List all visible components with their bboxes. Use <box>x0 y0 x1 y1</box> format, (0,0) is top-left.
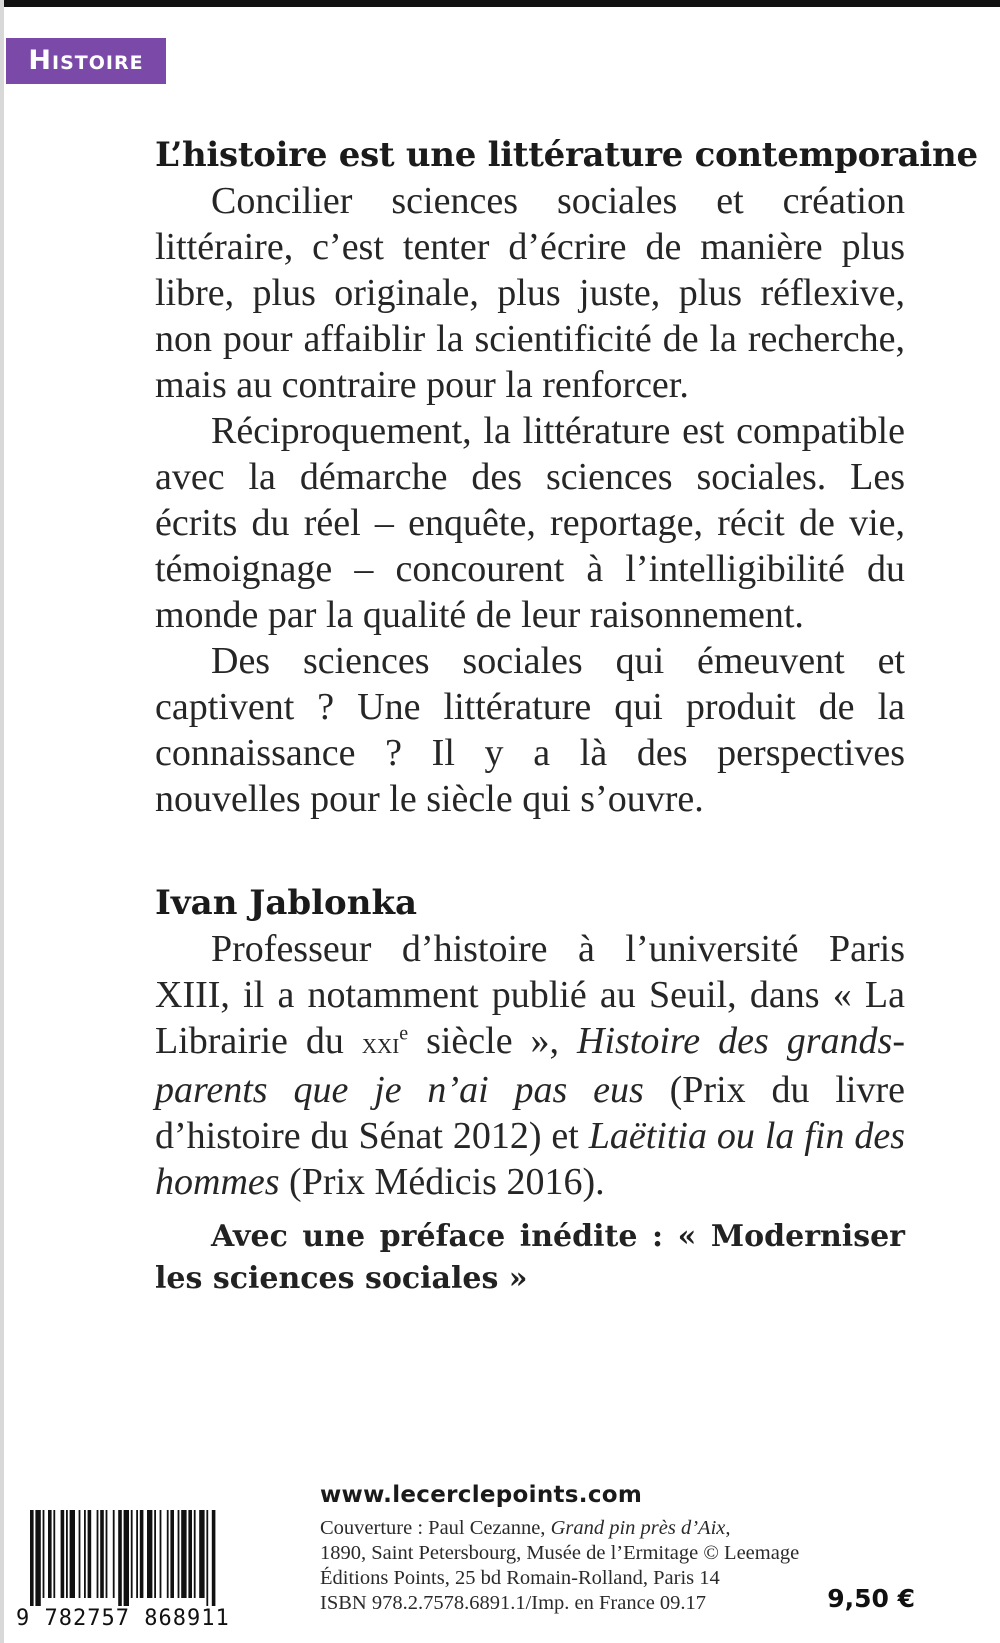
barcode-bar <box>140 1510 144 1598</box>
barcode-bar <box>188 1510 192 1598</box>
barcode-bar <box>53 1510 55 1598</box>
cover-credit-suffix: , <box>725 1517 731 1539</box>
preface-note: Avec une préface inédite : « Moderniser les sciences sociales » <box>155 1219 905 1296</box>
barcode-bar <box>206 1510 208 1606</box>
barcode-bar <box>147 1510 152 1598</box>
barcode-bar <box>167 1510 169 1598</box>
barcode-bar <box>118 1510 122 1606</box>
cover-painting: Grand pin près d’Aix <box>550 1517 726 1539</box>
barcode-bar <box>35 1510 40 1606</box>
barcode-digit-first: 9 <box>16 1606 31 1631</box>
barcode-bar <box>100 1510 104 1598</box>
price: 9,50 € <box>827 1584 915 1613</box>
paragraph-2: Réciproquement, la littérature est compatible avec la démarche des sciences sociales. Les écrits du réel – enquête, reportage, récit de vie, témoignage – concourent à l’intelligibilité du monde par la qualité de leur raisonnement. <box>155 410 905 636</box>
barcode-bar <box>178 1510 180 1598</box>
barcode-bar <box>88 1510 92 1598</box>
publisher-address: Éditions Points, 25 bd Romain-Rolland, Paris 14 <box>320 1567 720 1589</box>
barcode-digits-right: 868911 <box>144 1606 230 1631</box>
barcode-bar <box>106 1510 108 1598</box>
left-edge <box>0 0 4 1643</box>
barcode-bar <box>70 1510 75 1598</box>
cover-credit-line2: 1890, Saint Petersbourg, Musée de l’Ermitage © Leemage <box>320 1542 800 1564</box>
blurb <box>155 132 978 822</box>
publisher-website[interactable]: www.lecerclepoints.com <box>320 1482 643 1508</box>
bio-century: xxi <box>361 1027 400 1060</box>
barcode-bars <box>30 1510 300 1606</box>
credits <box>320 1516 840 1616</box>
barcode-bar <box>124 1510 129 1606</box>
barcode-bar <box>154 1510 156 1598</box>
bio-book-1: Histoire des grands-parents que je n’ai pas eus <box>155 1020 905 1111</box>
paragraph-1: Concilier sciences sociales et création littéraire, c’est tenter d’écrire de manière plus libre, plus originale, plus juste, plus réflexive, non pour affaiblir la scientificité de la recherche, mais au contraire pour la renforcer. <box>155 180 905 406</box>
barcode-bar <box>79 1510 81 1598</box>
category-tag: Histoire <box>6 38 166 84</box>
author-block <box>155 880 905 1205</box>
bio-text-3: (Prix du livre d’histoire du Sénat 2012) et <box>155 1069 905 1157</box>
barcode-bar <box>199 1510 204 1598</box>
section-title: L’histoire est une littérature contemporaine <box>155 135 978 175</box>
cover-credit <box>320 1516 840 1541</box>
author-bio <box>155 926 905 1205</box>
barcode-bar <box>113 1510 115 1598</box>
barcode-bar <box>43 1510 45 1598</box>
barcode-bar <box>131 1510 133 1598</box>
barcode-bar <box>97 1510 99 1598</box>
barcode-bar <box>170 1510 174 1598</box>
barcode-bar <box>212 1510 216 1606</box>
barcode-digits <box>16 1606 306 1632</box>
top-edge <box>0 0 1000 7</box>
barcode-bar <box>160 1510 162 1598</box>
barcode-bar <box>84 1510 86 1598</box>
barcode-digits-left: 782757 <box>44 1606 130 1631</box>
barcode-bar <box>61 1510 65 1598</box>
bio-century-sup: e <box>399 1022 409 1045</box>
barcode-bar <box>66 1510 68 1598</box>
bio-text-1: Professeur d’histoire à l’université Paris XIII, il a notamment publié au Seuil, dans « La Librairie du <box>155 928 905 1062</box>
barcode <box>4 1508 304 1634</box>
barcode-bar <box>30 1510 34 1606</box>
cover-credit-prefix: Couverture : Paul Cezanne, <box>320 1517 551 1539</box>
bio-book-2: Laëtitia ou la fin des hommes <box>155 1115 905 1203</box>
paragraph-3: Des sciences sociales qui émeuvent et captivent ? Une littérature qui produit de la connaissance ? Il y a là des perspectives nouvelles pour le siècle qui s’ouvre. <box>155 640 905 820</box>
author-name: Ivan Jablonka <box>155 883 418 923</box>
barcode-bar <box>194 1510 196 1598</box>
barcode-bar <box>48 1510 52 1598</box>
barcode-bar <box>136 1510 138 1598</box>
barcode-bar <box>181 1510 186 1598</box>
bio-text-4: (Prix Médicis 2016). <box>279 1161 605 1203</box>
bio-text-2: siècle », <box>408 1020 578 1062</box>
isbn: ISBN 978.2.7578.6891.1/Imp. en France 09.17 <box>320 1592 707 1614</box>
